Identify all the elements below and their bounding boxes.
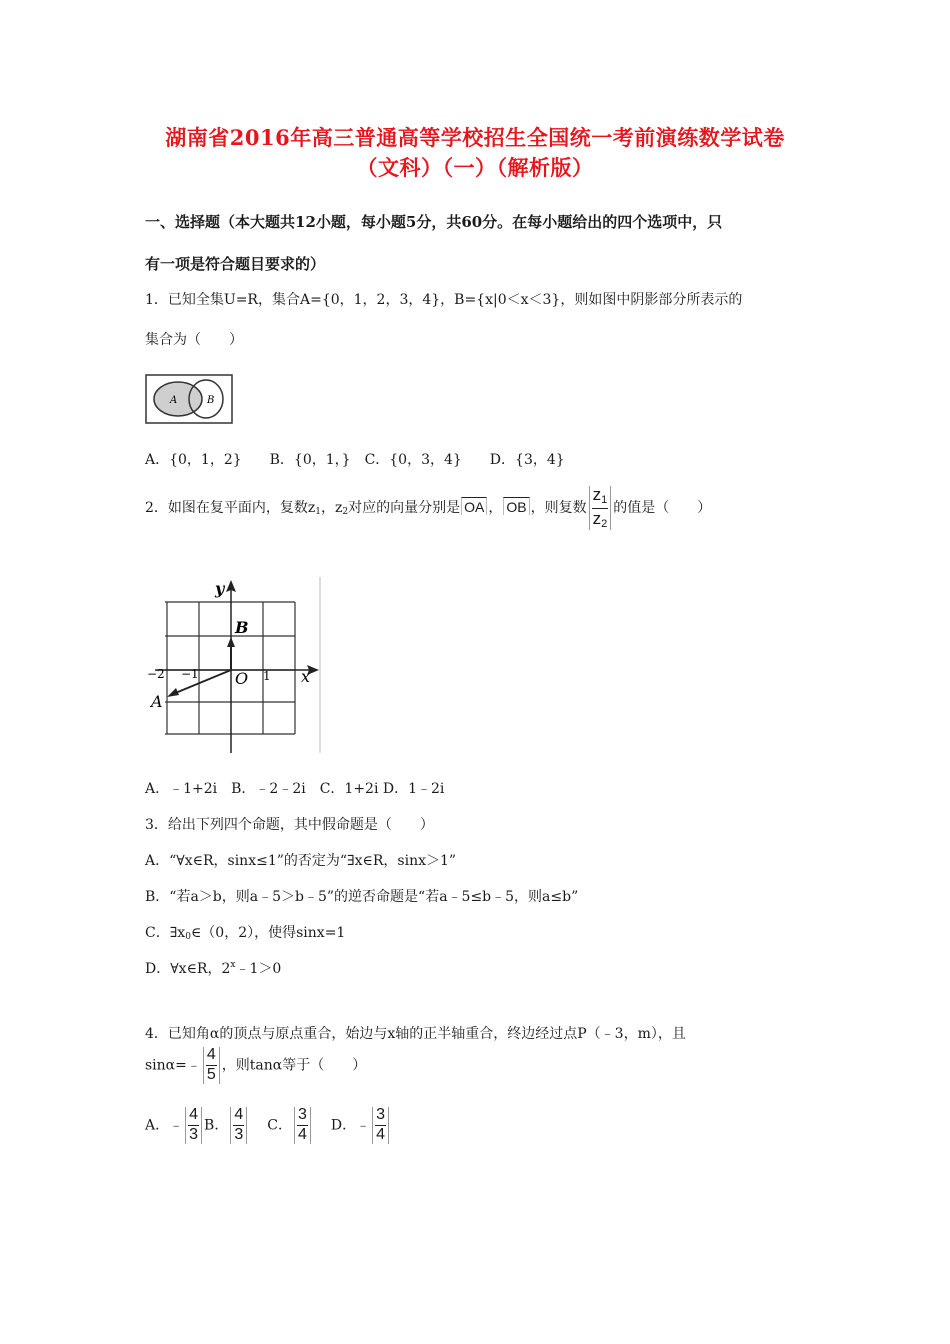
fraction-option-a (185, 1107, 202, 1144)
q4-option-c-label: C． (267, 1117, 292, 1134)
q2-mid-2: 对应的向量分别是 (348, 500, 461, 517)
fraction-option-c (294, 1107, 311, 1144)
section-heading-line-2: 有一项是符合题目要求的） (145, 255, 326, 273)
fraction-numerator: 3 (297, 1107, 308, 1126)
tick-label-neg2: −2 (147, 667, 165, 681)
q4-stem-line-1: 4．已知角α的顶点与原点重合，始边与x轴的正半轴重合，终边经过点P（﹣3，m），且 (145, 1026, 686, 1042)
fraction-denominator: 5 (206, 1065, 216, 1083)
venn-label-a: A (170, 395, 178, 406)
q1-stem-line-1: 1．已知全集U=R，集合A={0，1，2，3，4}，B={x|0＜x＜3}，则如图中阴影部分所表示的 (145, 292, 743, 308)
q4-sin-suffix: ，则tanα等于（ ） (221, 1057, 367, 1074)
complex-plane-graph (145, 575, 325, 755)
fraction-z1-over-z2 (589, 486, 612, 530)
fraction-numerator: 4 (188, 1107, 199, 1126)
q4-options (145, 1107, 391, 1144)
point-b-label: B (235, 618, 249, 637)
fraction-denominator: 4 (297, 1125, 307, 1143)
fraction-denominator: 3 (189, 1125, 199, 1143)
q2-mid-3: ，则复数 (530, 500, 587, 517)
q4-option-a-label: A．﹣ (145, 1117, 184, 1134)
q2-suffix: 的值是（ ） (613, 500, 712, 517)
q3-option-c-rest: ∈（0，2），使得sinx=1 (190, 925, 346, 941)
fraction-denominator: 3 (234, 1125, 244, 1143)
q3-option-a: A．“∀x∈R，sinx≤1”的否定为“∃x∈R，sinx＞1” (145, 853, 457, 869)
fraction-option-b (230, 1107, 247, 1144)
q1-stem-line-2: 集合为（ ） (145, 332, 243, 348)
section-heading-line-1: 一、选择题（本大题共12小题，每小题5分，共60分。在每小题给出的四个选项中，只 (145, 213, 723, 231)
q3-option-d-rest: ﹣1＞0 (235, 961, 282, 977)
fraction-denominator: 4 (376, 1125, 385, 1143)
y-axis-label: y (215, 579, 225, 598)
tick-label-neg1: −1 (181, 667, 199, 681)
q4-sin-prefix: sinα=﹣ (145, 1057, 201, 1074)
q2-prefix: 2．如图在复平面内，复数z (145, 500, 316, 517)
venn-set-a (154, 382, 202, 416)
q2-vec-sep: ， (488, 500, 503, 517)
q2-stem (145, 486, 711, 530)
q2-mid-1: ，z (321, 500, 343, 517)
vector-oa-arrow (167, 688, 179, 697)
venn-diagram (145, 374, 235, 426)
title-line-1: 湖南省2016年高三普通高等学校招生全国统一考前演练数学试卷 (165, 125, 785, 150)
vector-ob-arrow (227, 637, 235, 647)
q3-option-b: B．“若a＞b，则a﹣5＞b﹣5”的逆否命题是“若a﹣5≤b﹣5，则a≤b” (145, 889, 579, 905)
title-line-2: （文科）（一）（解析版） (356, 155, 594, 180)
fraction-numerator: 4 (206, 1047, 217, 1066)
q4-stem-line-2 (145, 1047, 366, 1084)
vector-ob: OB (503, 497, 529, 515)
fraction-option-d (372, 1107, 389, 1144)
q3-option-d (145, 958, 281, 978)
q3-option-c-sub: 0 (185, 932, 191, 942)
q3-option-c-prefix: C．∃x (145, 925, 186, 941)
q1-options: A．{0，1，2} B．{0，1，} C．{0，3，4} D．{3，4} (145, 452, 565, 468)
q3-option-c (145, 922, 345, 942)
q2-sub-2: 2 (342, 507, 349, 518)
tick-label-1: 1 (263, 669, 271, 683)
q2-sub-1: 1 (315, 507, 322, 518)
fraction-4-5 (203, 1047, 220, 1084)
q4-option-b-label: B． (204, 1117, 229, 1134)
vector-oa: OA (461, 497, 487, 515)
q4-option-d-label: D．﹣ (330, 1117, 371, 1134)
fraction-numerator: z1 (592, 486, 609, 509)
q3-option-d-sup: x (230, 960, 236, 970)
q3-option-d-prefix: D．∀x∈R，2 (145, 961, 231, 977)
q3-stem: 3．给出下列四个命题，其中假命题是（ ） (145, 817, 434, 833)
fraction-numerator: 3 (375, 1107, 386, 1126)
point-a-label: A (151, 692, 163, 711)
fraction-numerator: 4 (233, 1107, 244, 1126)
fraction-denominator: z2 (592, 508, 608, 530)
q2-options: A．﹣1+2i B．﹣2﹣2i C．1+2i D．1﹣2i (145, 781, 445, 797)
origin-label: O (235, 669, 249, 688)
x-axis-label: x (301, 667, 311, 686)
venn-label-b: B (207, 395, 215, 406)
